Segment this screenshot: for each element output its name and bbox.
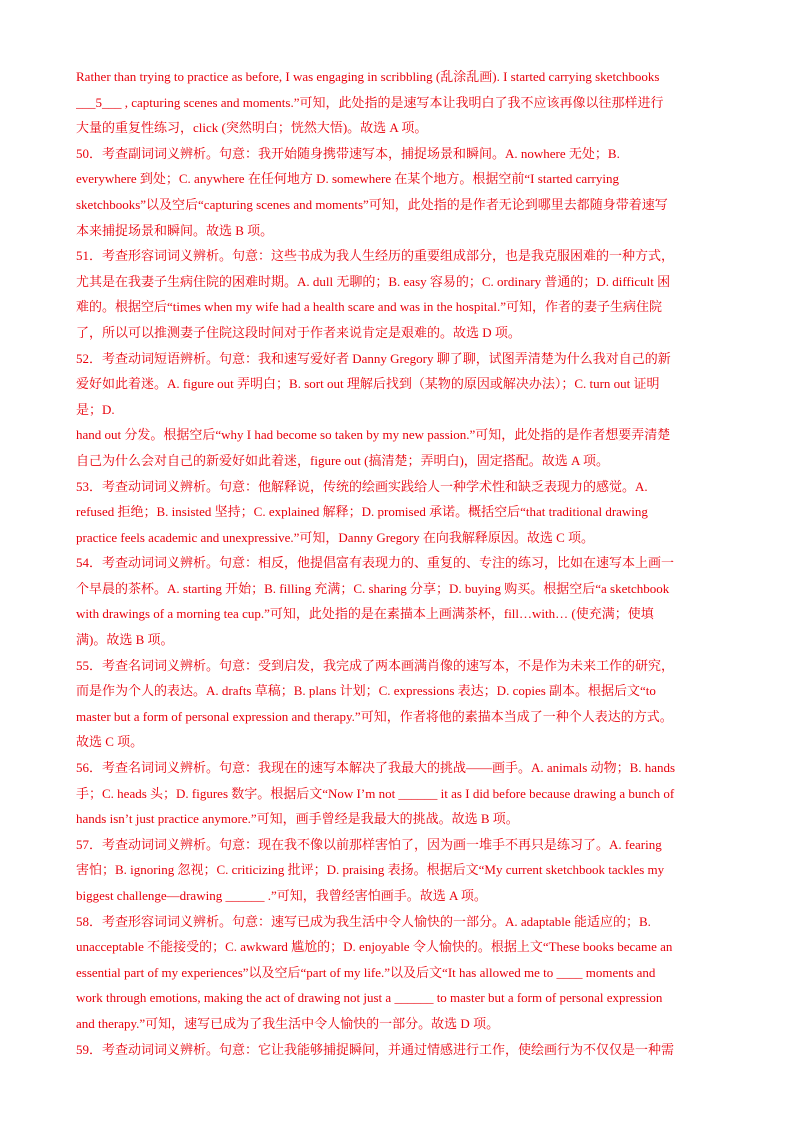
text-line: 50．考查副词词义辨析。句意：我开始随身携带速写本，捕捉场景和瞬间。A. nowhere 无处；B. [76,145,620,161]
text-line: practice feels academic and unexpressive.”可知，Danny Gregory 在向我解释原因。故选 C 项。 [76,529,595,545]
text-line: 55．考查名词词义辨析。句意：受到启发，我完成了两本画满肖像的速写本，不是作为未来工作的研究， [76,657,675,673]
text-line: 爱好如此着迷。A. figure out 弄明白；B. sort out 理解后找到（某物的原因或解决办法）；C. turn out 证明 [76,376,660,392]
explanation-paragraph-p51 [76,243,725,345]
text-line: 尤其是在我妻子生病住院的困难时期。A. dull 无聊的；B. easy 容易的；C. ordinary 普通的；D. difficult 困 [76,273,671,289]
text-line: 了，所以可以推测妻子住院这段时间对于作者来说肯定是艰难的。故选 D 项。 [76,324,521,340]
text-line: biggest challenge—drawing ______ .”可知，我曾经害怕画手。故选 A 项。 [76,888,487,903]
text-line: Rather than trying to practice as before, I was engaging in scribbling (乱涂乱画). I started carrying sketchbooks [76,69,660,84]
text-line: 53．考查动词词义辨析。句意：他解释说，传统的绘画实践给人一种学术性和缺乏表现力的感觉。A. [76,478,648,494]
text-line: and therapy.”可知，速写已成为了我生活中令人愉快的一部分。故选 D 项。 [76,1015,500,1031]
text-line: ___5___ , capturing scenes and moments.”可知，此处指的是速写本让我明白了我不应该再像以往那样进行 [76,94,664,110]
text-line: 害怕；B. ignoring 忽视；C. criticizing 批评；D. praising 表扬。根据后文“My current sketchbook tackles my [76,862,665,878]
text-line: 是；D. [76,401,115,417]
answer-explanations [76,64,725,1062]
text-line: sketchbooks”以及空后“capturing scenes and moments”可知，此处指的是作者无论到哪里去都随身带着速写 [76,196,668,212]
explanation-paragraph-p56 [76,755,725,832]
explanation-paragraph-p55 [76,653,725,755]
text-line: 难的。根据空后“times when my wife had a health scare and was in the hospital.”可知，作者的妻子生病住院 [76,299,662,315]
text-line: 满)。故选 B 项。 [76,632,174,648]
text-line: with drawings of a morning tea cup.”可知，此处指的是在素描本上画满茶杯，fill…with… (使充满；使填 [76,606,654,622]
explanation-paragraph-p57 [76,832,725,909]
explanation-paragraph-p50 [76,141,725,243]
explanation-paragraph-p54 [76,550,725,652]
text-line: 58．考查形容词词义辨析。句意：速写已成为我生活中令人愉快的一部分。A. adaptable 能适应的；B. [76,913,651,929]
text-line: unacceptable 不能接受的；C. awkward 尴尬的；D. enjoyable 令人愉快的。根据上文“These books became an [76,939,673,955]
text-line: 59．考查动词词义辨析。句意：它让我能够捕捉瞬间，并通过情感进行工作，使绘画行为不仅仅是一种需 [76,1041,675,1057]
text-line: 56．考查名词词义辨析。句意：我现在的速写本解决了我最大的挑战——画手。A. animals 动物；B. hands [76,760,676,776]
text-line: 自己为什么会对自己的新爱好如此着迷，figure out (搞清楚；弄明白)，固定搭配。故选 A 项。 [76,452,609,468]
text-line: 51．考查形容词词义辨析。句意：这些书成为我人生经历的重要组成部分，也是我克服困难的一种方式， [76,248,675,264]
text-line: 54．考查动词词义辨析。句意：相反，他提倡富有表现力的、重复的、专注的练习，比如在速写本上画一 [76,555,675,571]
explanation-paragraph-p53 [76,474,725,551]
text-line: 个早晨的茶杯。A. starting 开始；B. filling 充满；C. sharing 分享；D. buying 购买。根据空后“a sketchbook [76,580,670,596]
text-line: 故选 C 项。 [76,734,144,750]
explanation-paragraph-p58 [76,909,725,1037]
explanation-paragraph-p59 [76,1037,725,1063]
explanation-paragraph-p49 [76,64,725,141]
explanation-paragraph-p52 [76,346,725,474]
text-line: work through emotions, making the act of drawing not just a ______ to master but a form of personal expression [76,990,663,1006]
text-line: hand out 分发。根据空后“why I had become so taken by my new passion.”可知，此处指的是作者想要弄清楚 [76,427,671,443]
text-line: 本来捕捉场景和瞬间。故选 B 项。 [76,222,274,238]
text-line: refused 拒绝；B. insisted 坚持；C. explained 解释；D. promised 承诺。概括空后“that traditional drawing [76,504,648,520]
text-line: essential part of my experiences”以及空后“part of my life.”以及后文“It has allowed me to ____ moments and [76,964,656,980]
text-line: master but a form of personal expression and therapy.”可知，作者将他的素描本当成了一种个人表达的方式。 [76,708,673,724]
text-line: 57．考查动词词义辨析。句意：现在我不像以前那样害怕了，因为画一堆手不再只是练习了。A. fearing [76,836,662,852]
text-line: 52．考查动词短语辨析。句意：我和速写爱好者 Danny Gregory 聊了聊，试图弄清楚为什么我对自己的新 [76,350,671,366]
text-line: everywhere 到处；C. anywhere 在任何地方 D. somewhere 在某个地方。根据空前“I started carrying [76,171,619,187]
text-line: 而是作为个人的表达。A. drafts 草稿；B. plans 计划；C. expressions 表达；D. copies 副本。根据后文“to [76,683,656,699]
text-line: 大量的重复性练习，click (突然明白；恍然大悟)。故选 A 项。 [76,120,428,136]
text-line: hands isn’t just practice anymore.”可知，画手曾经是我最大的挑战。故选 B 项。 [76,811,519,827]
text-line: 手；C. heads 头；D. figures 数字。根据后文“Now I’m not ______ it as I did before because drawing a bunch of [76,785,675,801]
